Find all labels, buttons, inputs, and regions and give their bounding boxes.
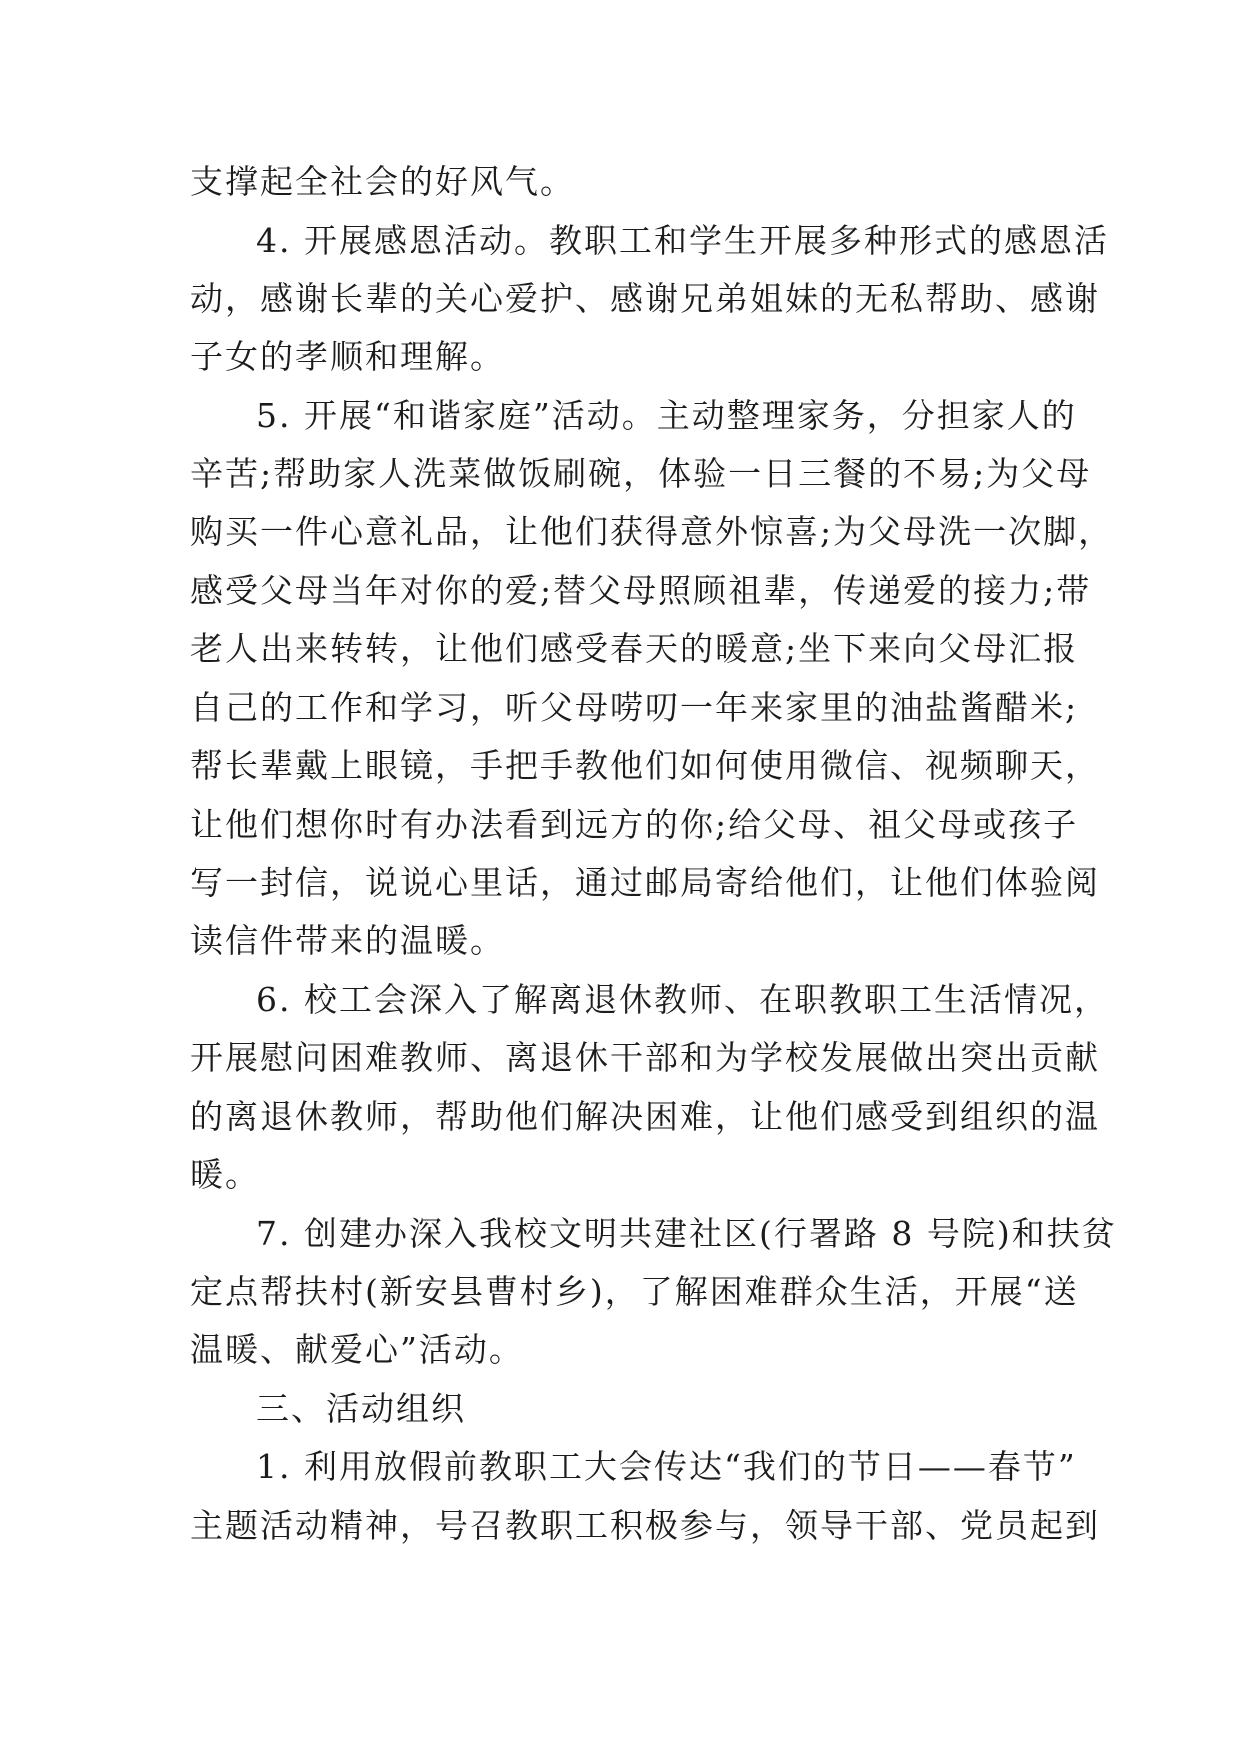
text-line: 的离退休教师，帮助他们解决困难，让他们感受到组织的温 (190, 1097, 1100, 1136)
text-line: 帮长辈戴上眼镜，手把手教他们如何使用微信、视频聊天， (190, 746, 1100, 785)
text-line: 动，感谢长辈的关心爱护、感谢兄弟姐妹的无私帮助、感谢 (190, 279, 1100, 318)
item-7-heading-line: 7. 创建办深入我校文明共建社区(行署路 8 号院)和扶贫 (256, 1214, 1117, 1253)
text-line: 支撑起全社会的好风气。 (190, 162, 575, 201)
section-heading: 三、活动组织 (256, 1389, 466, 1428)
text-line: 开展慰问困难教师、离退休干部和为学校发展做出突出贡献 (190, 1038, 1100, 1077)
text-line: 购买一件心意礼品，让他们获得意外惊喜;为父母洗一次脚， (190, 512, 1114, 551)
text-line: 老人出来转转，让他们感受春天的暖意;坐下来向父母汇报 (190, 629, 1079, 668)
text-line: 暖。 (190, 1155, 260, 1194)
text-line: 定点帮扶村(新安县曹村乡)，了解困难群众生活，开展“送 (190, 1272, 1079, 1311)
text-line: 自己的工作和学习，听父母唠叨一年来家里的油盐酱醋米; (190, 688, 1079, 727)
item-5-heading-line: 5. 开展“和谐家庭”活动。主动整理家务，分担家人的 (256, 396, 1077, 435)
text-line: 子女的孝顺和理解。 (190, 337, 505, 376)
text-line: 感受父母当年对你的爱;替父母照顾祖辈，传递爱的接力;带 (190, 571, 1092, 610)
text-line: 温暖、献爱心”活动。 (190, 1330, 524, 1369)
text-line: 主题活动精神，号召教职工积极参与，领导干部、党员起到 (190, 1506, 1100, 1545)
text-line: 写一封信，说说心里话，通过邮局寄给他们，让他们体验阅 (190, 863, 1100, 902)
item-6-heading-line: 6. 校工会深入了解离退休教师、在职教职工生活情况， (256, 980, 1109, 1019)
item-4-heading-line: 4. 开展感恩活动。教职工和学生开展多种形式的感恩活 (256, 221, 1109, 260)
text-line: 读信件带来的温暖。 (190, 921, 505, 960)
item-1-heading-line: 1. 利用放假前教职工大会传达“我们的节日——春节” (256, 1447, 1077, 1486)
text-line: 让他们想你时有办法看到远方的你;给父母、祖父母或孩子 (190, 805, 1079, 844)
text-line: 辛苦;帮助家人洗菜做饭刷碗，体验一日三餐的不易;为父母 (190, 454, 1092, 493)
